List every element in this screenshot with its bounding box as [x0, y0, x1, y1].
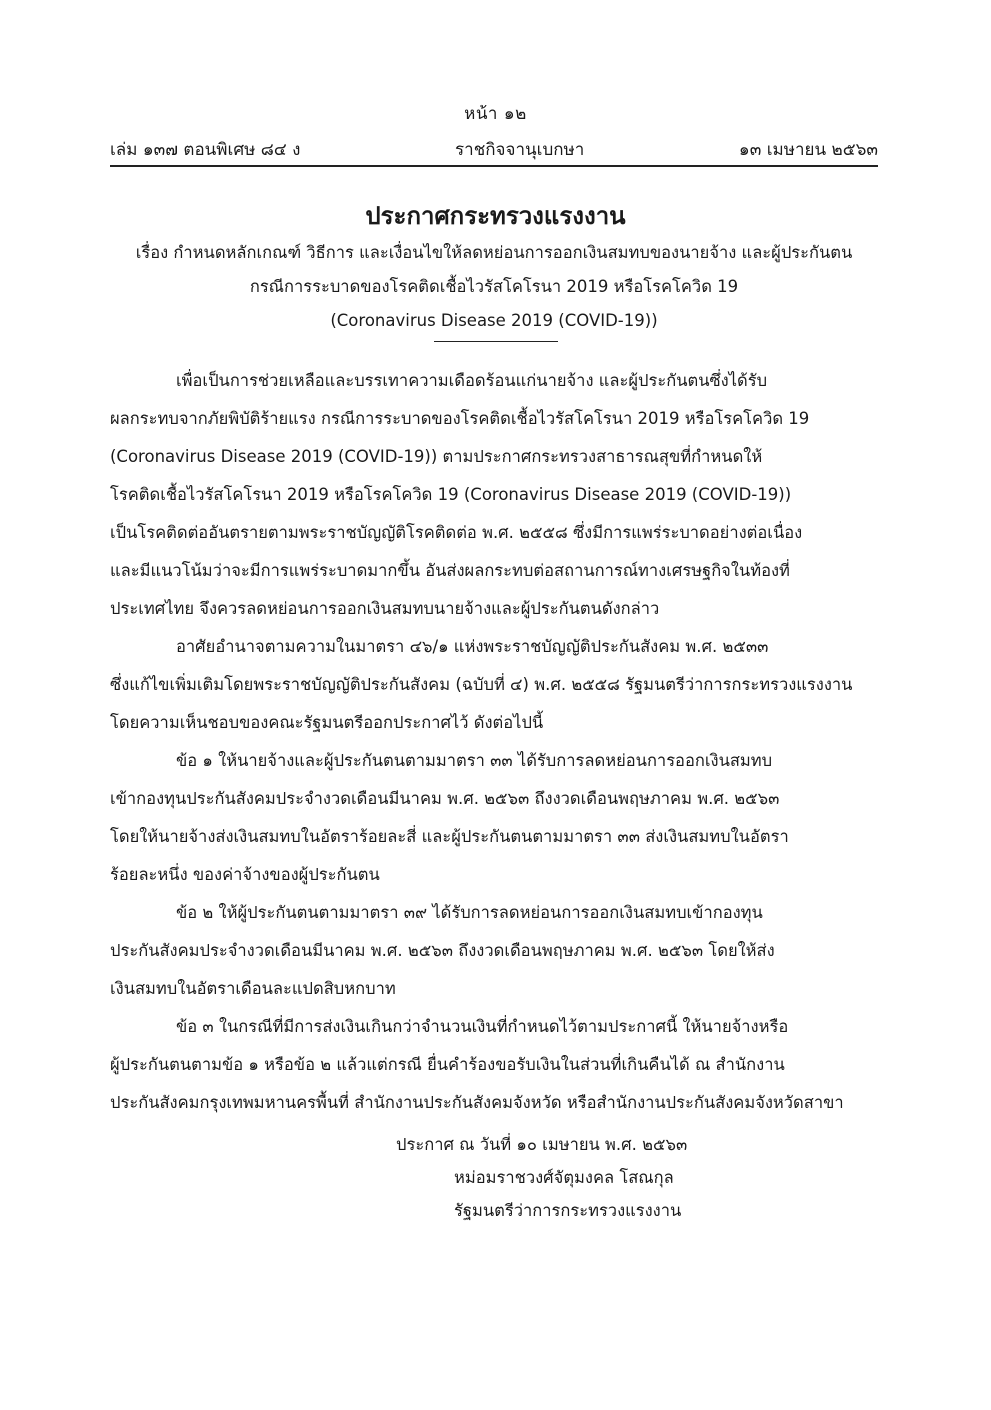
- subject-line: เรื่อง กำหนดหลักเกณฑ์ วิธีการ และเงื่อนไขให้ลดหย่อนการออกเงินสมทบของนายจ้าง และผู้ประกันตน: [135, 243, 853, 262]
- gazette-header: [110, 136, 878, 162]
- body-line: ร้อยละหนึ่ง ของค่าจ้างของผู้ประกันตน: [110, 865, 380, 884]
- body-line: ผู้ประกันตนตามข้อ ๑ หรือข้อ ๒ แล้วแต่กรณี ยื่นคำร้องขอรับเงินในส่วนที่เกินคืนได้ ณ สำนักงาน: [110, 1055, 785, 1074]
- body-line: เข้ากองทุนประกันสังคมประจำงวดเดือนมีนาคม พ.ศ. ๒๕๖๓ ถึงงวดเดือนพฤษภาคม พ.ศ. ๒๕๖๓: [110, 789, 780, 808]
- body-line: ผลกระทบจากภัยพิบัติร้ายแรง กรณีการระบาดของโรคติดเชื้อไวรัสโคโรนา 2019 หรือโรคโควิด 19: [110, 409, 810, 428]
- header-rule: [110, 165, 878, 167]
- body-line: ข้อ ๑ ให้นายจ้างและผู้ประกันตนตามมาตรา ๓๓ ได้รับการลดหย่อนการออกเงินสมทบ: [176, 751, 773, 770]
- body-line: ซึ่งแก้ไขเพิ่มเติมโดยพระราชบัญญัติประกันสังคม (ฉบับที่ ๔) พ.ศ. ๒๕๕๘ รัฐมนตรีว่าการกระทรวงแรงงาน: [110, 675, 853, 694]
- body-line: โดยความเห็นชอบของคณะรัฐมนตรีออกประกาศไว้ ดังต่อไปนี้: [110, 713, 544, 732]
- body-line: (Coronavirus Disease 2019 (COVID-19)) ตามประกาศกระทรวงสาธารณสุขที่กำหนดให้: [110, 447, 763, 466]
- body-line: โดยให้นายจ้างส่งเงินสมทบในอัตราร้อยละสี่ และผู้ประกันตนตามมาตรา ๓๓ ส่งเงินสมทบในอัตรา: [110, 827, 789, 846]
- body-line: เป็นโรคติดต่ออันตรายตามพระราชบัญญัติโรคติดต่อ พ.ศ. ๒๕๕๘ ซึ่งมีการแพร่ระบาดอย่างต่อเนื่อง: [110, 523, 803, 542]
- signatory-name: หม่อมราชวงศ์จัตุมงคล โสณกุล: [454, 1168, 674, 1187]
- volume-info: เล่ม ๑๓๗ ตอนพิเศษ ๘๔ ง: [110, 139, 301, 160]
- body-line: ประกันสังคมประจำงวดเดือนมีนาคม พ.ศ. ๒๕๖๓ ถึงงวดเดือนพฤษภาคม พ.ศ. ๒๕๖๓ โดยให้ส่ง: [110, 941, 775, 960]
- subject-line: กรณีการระบาดของโรคติดเชื้อไวรัสโคโรนา 2019 หรือโรคโควิด 19: [249, 277, 739, 296]
- publication-date: ๑๓ เมษายน ๒๕๖๓: [738, 139, 878, 160]
- body-line: ข้อ ๓ ในกรณีที่มีการส่งเงินเกินกว่าจำนวนเงินที่กำหนดไว้ตามประกาศนี้ ให้นายจ้างหรือ: [176, 1017, 789, 1036]
- body-line: ประเทศไทย จึงควรลดหย่อนการออกเงินสมทบนายจ้างและผู้ประกันตนดังกล่าว: [110, 599, 660, 618]
- document-body: [110, 362, 878, 1122]
- subject-block: [110, 236, 878, 338]
- body-line: เงินสมทบในอัตราเดือนละแปดสิบหกบาท: [110, 979, 396, 998]
- body-line: ประกันสังคมกรุงเทพมหานครพื้นที่ สำนักงานประกันสังคมจังหวัด หรือสำนักงานประกันสังคมจังหวัดสาขา: [110, 1093, 844, 1112]
- gazette-name: ราชกิจจานุเบกษา: [455, 139, 585, 160]
- signatory-position: รัฐมนตรีว่าการกระทรวงแรงงาน: [454, 1201, 682, 1220]
- body-line: และมีแนวโน้มว่าจะมีการแพร่ระบาดมากขึ้น อันส่งผลกระทบต่อสถานการณ์ทางเศรษฐกิจในท้องที่: [110, 561, 790, 580]
- title-divider: [434, 341, 558, 342]
- body-line: เพื่อเป็นการช่วยเหลือและบรรเทาความเดือดร้อนแก่นายจ้าง และผู้ประกันตนซึ่งได้รับ: [176, 371, 768, 390]
- document-title: ประกาศกระทรวงแรงงาน: [365, 202, 626, 230]
- page-number: หน้า ๑๒: [464, 104, 527, 124]
- body-line: อาศัยอำนาจตามความในมาตรา ๔๖/๑ แห่งพระราชบัญญัติประกันสังคม พ.ศ. ๒๕๓๓: [176, 637, 769, 656]
- subject-line: (Coronavirus Disease 2019 (COVID-19)): [330, 311, 658, 330]
- announcement-date: ประกาศ ณ วันที่ ๑๐ เมษายน พ.ศ. ๒๕๖๓: [396, 1135, 688, 1154]
- signature-block: [396, 1128, 687, 1227]
- body-line: โรคติดเชื้อไวรัสโคโรนา 2019 หรือโรคโควิด 19 (Coronavirus Disease 2019 (COVID-19)): [110, 485, 792, 504]
- body-line: ข้อ ๒ ให้ผู้ประกันตนตามมาตรา ๓๙ ได้รับการลดหย่อนการออกเงินสมทบเข้ากองทุน: [176, 903, 763, 922]
